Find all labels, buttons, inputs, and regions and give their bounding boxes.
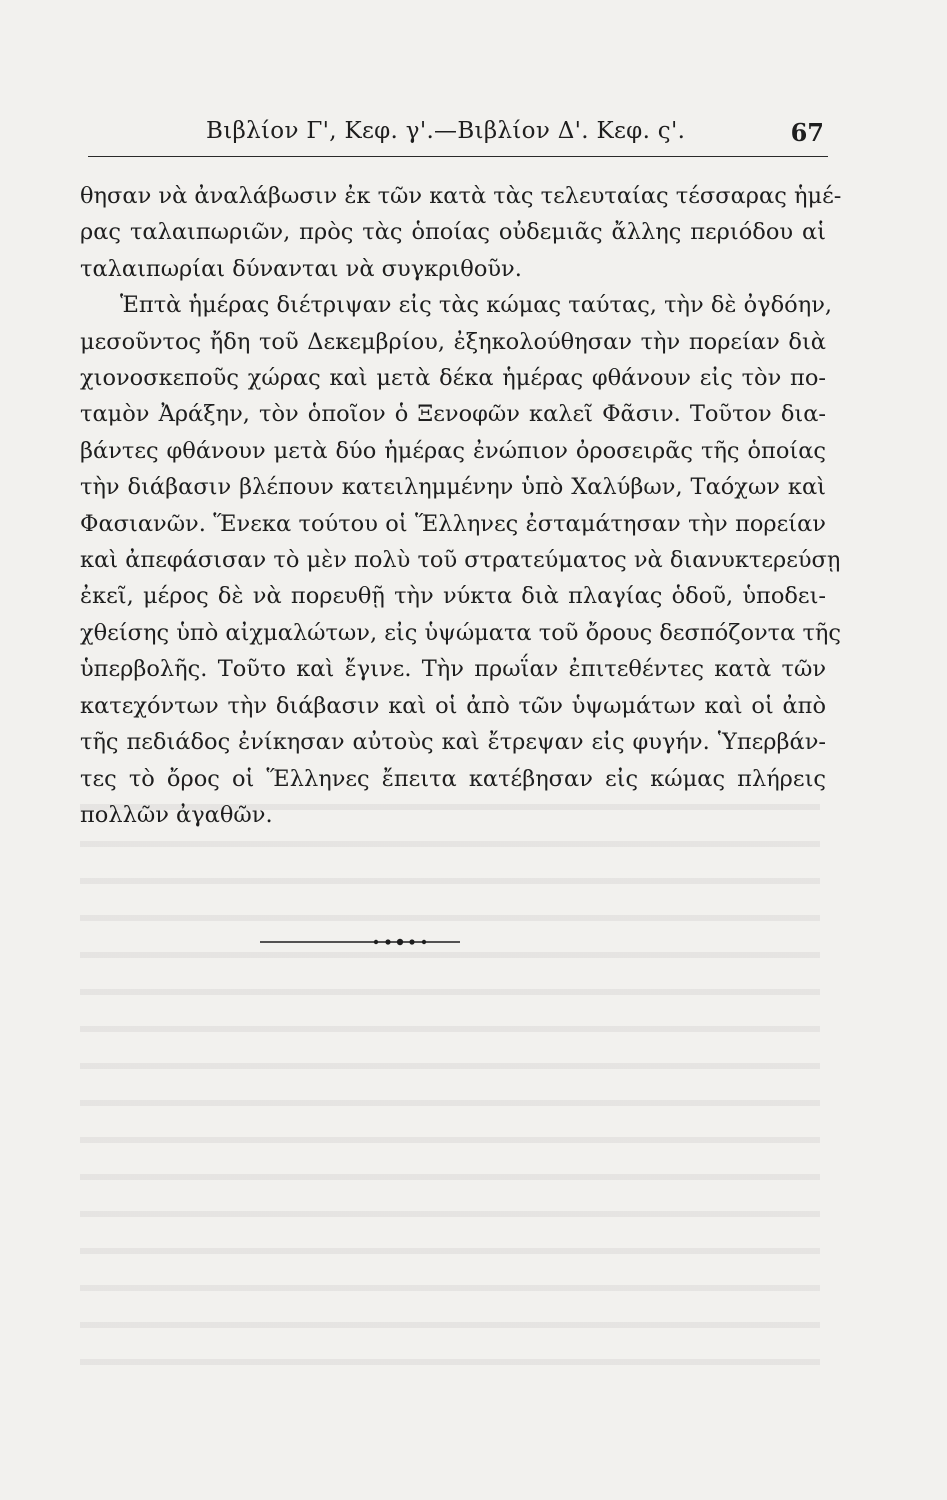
text-line: τῆς πεδιάδος ἐνίκησαν αὐτοὺς καὶ ἔτρεψαν εἰς φυγήν. Ὑπερβάν-: [80, 729, 826, 756]
text-line: Ἑπτὰ ἡμέρας διέτριψαν εἰς τὰς κώμας ταύτας, τὴν δὲ ὀγδόην,: [120, 292, 833, 319]
show-through-texture: [80, 780, 820, 1390]
body-text: [80, 178, 842, 833]
running-header: [88, 118, 828, 157]
text-line: ρας ταλαιπωριῶν, πρὸς τὰς ὁποίας οὐδεμιᾶς ἄλλης περιόδου αἱ: [80, 219, 826, 246]
text-line: καὶ ἀπεφάσισαν τὸ μὲν πολὺ τοῦ στρατεύματος νὰ διανυκτερεύσῃ: [80, 547, 841, 574]
text-line: Φασιανῶν. Ἕνεκα τούτου οἱ Ἕλληνες ἐσταμάτησαν τὴν πορείαν: [80, 510, 826, 537]
running-header-title: Βιβλίον Γ', Κεφ. γ'.—Βιβλίον Δ'. Κεφ. ς'.: [206, 118, 686, 144]
text-line: ταμὸν Ἀράξην, τὸν ὁποῖον ὁ Ξενοφῶν καλεῖ Φᾶσιν. Τοῦτον δια-: [80, 401, 826, 428]
text-line: ὑπερβολῆς. Τοῦτο καὶ ἔγινε. Τὴν πρωΐαν ἐπιτεθέντες κατὰ τῶν: [80, 656, 826, 683]
text-line: μεσοῦντος ἤδη τοῦ Δεκεμβρίου, ἐξηκολούθησαν τὴν πορείαν διὰ: [80, 328, 826, 355]
dotted-rule-ornament-icon: [260, 935, 460, 949]
text-line: θησαν νὰ ἀναλάβωσιν ἐκ τῶν κατὰ τὰς τελευταίας τέσσαρας ἡμέ-: [80, 183, 842, 209]
text-line: ταλαιπωρίαι δύνανται νὰ συγκριθοῦν.: [80, 255, 522, 282]
page-number: 67: [790, 118, 824, 147]
text-line: τες τὸ ὄρος οἱ Ἕλληνες ἔπειτα κατέβησαν εἰς κώμας πλήρεις: [80, 765, 826, 792]
text-line: χθείσης ὑπὸ αἰχμαλώτων, εἰς ὑψώματα τοῦ ὄρους δεσπόζοντα τῆς: [80, 619, 841, 646]
text-line: χιονοσκεποῦς χώρας καὶ μετὰ δέκα ἡμέρας φθάνουν εἰς τὸν πο-: [80, 365, 826, 392]
text-line: πολλῶν ἀγαθῶν.: [80, 801, 273, 828]
text-line: βάντες φθάνουν μετὰ δύο ἡμέρας ἐνώπιον ὀροσειρᾶς τῆς ὁποίας: [80, 437, 826, 464]
text-line: κατεχόντων τὴν διάβασιν καὶ οἱ ἀπὸ τῶν ὑψωμάτων καὶ οἱ ἀπὸ: [80, 692, 826, 719]
text-line: τὴν διάβασιν βλέπουν κατειλημμένην ὑπὸ Χαλύβων, Ταόχων καὶ: [80, 474, 826, 501]
text-line: ἐκεῖ, μέρος δὲ νὰ πορευθῇ τὴν νύκτα διὰ πλαγίας ὁδοῦ, ὑποδει-: [80, 583, 826, 610]
